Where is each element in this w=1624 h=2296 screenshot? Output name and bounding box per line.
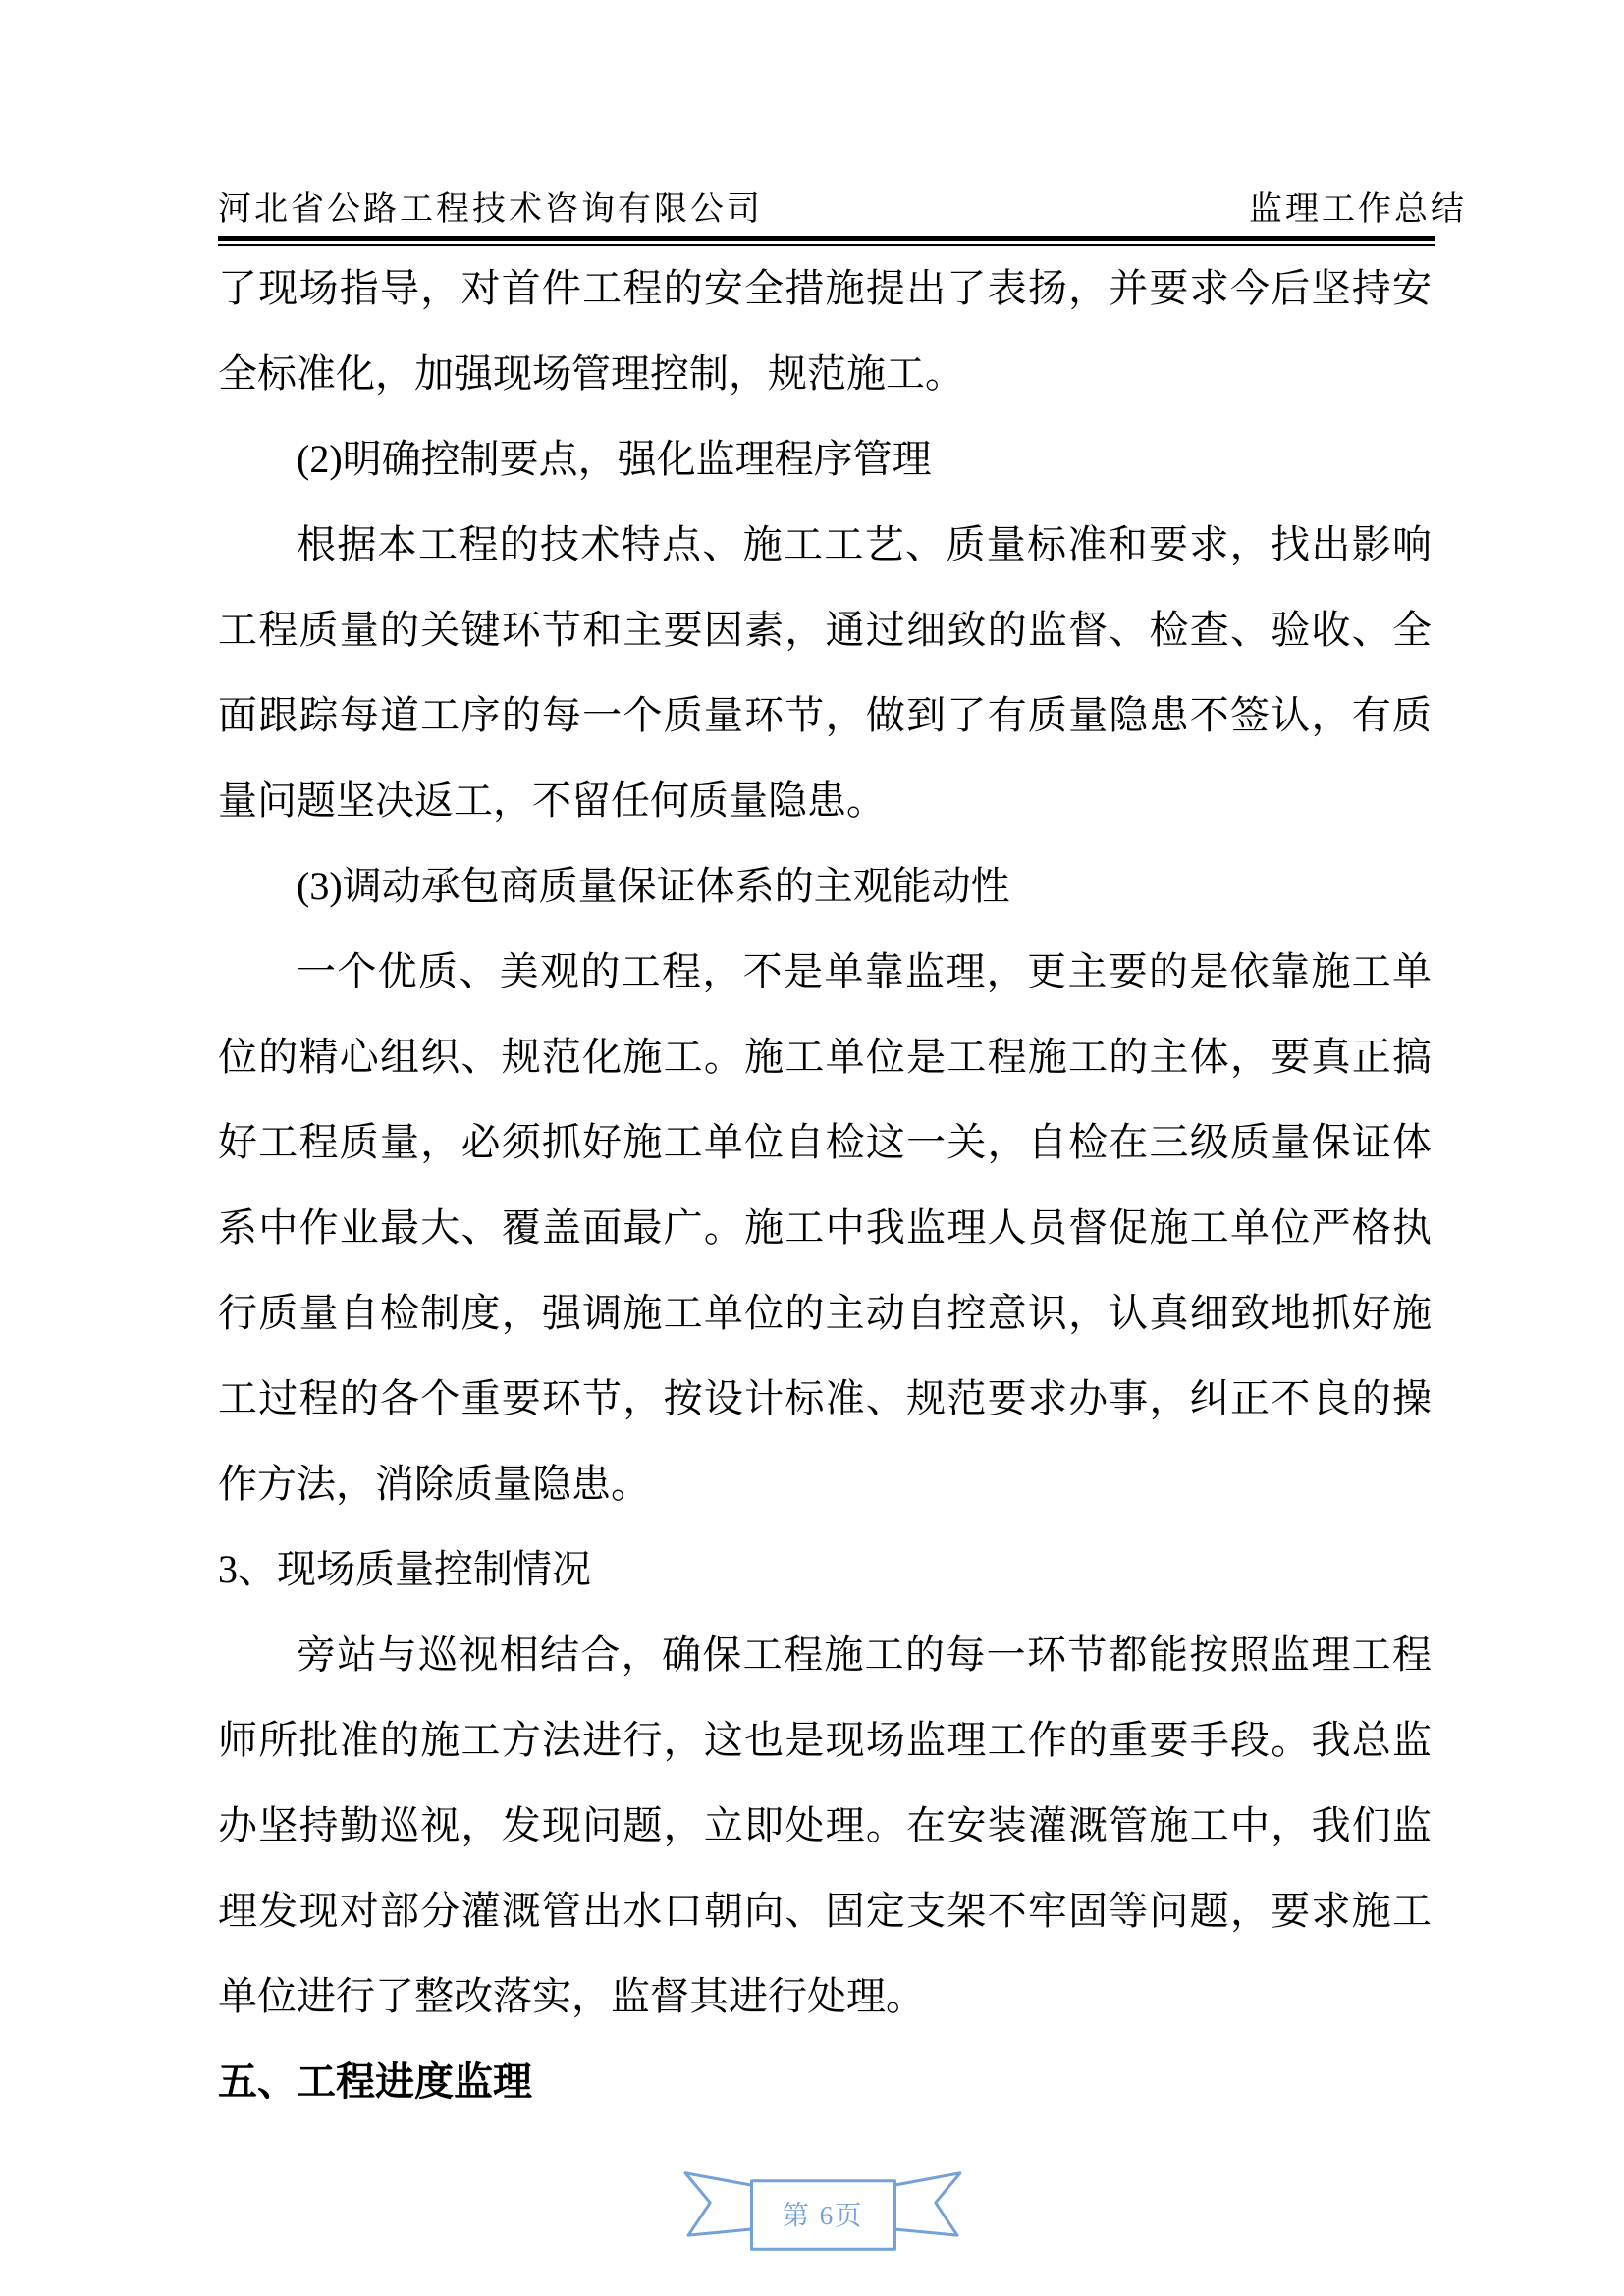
paragraph: 根据本工程的技术特点、施工工艺、质量标准和要求，找出影响工程质量的关键环节和主要因素，通过细致的监督、检查、验收、全面跟踪每道工序的每一个质量环节，做到了有质量隐患不签认，有质量问题坚决返工，不留任何质量隐患。 — [218, 522, 1432, 823]
paragraph-continuation: 了现场指导，对首件工程的安全措施提出了表扬，并要求今后坚持安全标准化，加强现场管理控制，规范施工。 — [218, 266, 1432, 396]
paragraph-subheading-3: (3)调动承包商质量保证体系的主观能动性 — [297, 864, 1010, 908]
section-heading-5: 五、工程进度监理 — [218, 2059, 532, 2104]
document-body — [218, 245, 1432, 2124]
page-number-ribbon-icon — [679, 2169, 966, 2252]
paragraph-subheading-2: (2)明确控制要点，强化监理程序管理 — [297, 437, 932, 481]
ribbon-left-tail-icon — [685, 2173, 761, 2235]
paragraph: 一个优质、美观的工程，不是单靠监理，更主要的是依靠施工单位的精心组织、规范化施工。施工单位是工程施工的主体，要真正搞好工程质量，必须抓好施工单位自检这一关，自检在三级质量保证体系中作业最大、覆盖面最广。施工中我监理人员督促施工单位严格执行质量自检制度，强调施工单位的主动自控意识，认真细致地抓好施工过程的各个重要环节，按设计标准、规范要求办事，纠正不良的操作方法，消除质量隐患。 — [218, 949, 1432, 1506]
header-doc-title: 监理工作总结 — [1249, 191, 1467, 228]
page-number-label: 第 6页 — [782, 2201, 864, 2231]
paragraph-heading-item3: 3、现场质量控制情况 — [218, 1547, 591, 1591]
paragraph: 旁站与巡视相结合，确保工程施工的每一环节都能按照监理工程师所批准的施工方法进行，这也是现场监理工作的重要手段。我总监办坚持勤巡视，发现问题，立即处理。在安装灌溉管施工中，我们监理发现对部分灌溉管出水口朝向、固定支架不牢固等问题，要求施工单位进行了整改落实，监督其进行处理。 — [218, 1632, 1432, 2018]
header-company-name: 河北省公路工程技术咨询有限公司 — [218, 191, 763, 228]
page-header — [218, 188, 1467, 232]
